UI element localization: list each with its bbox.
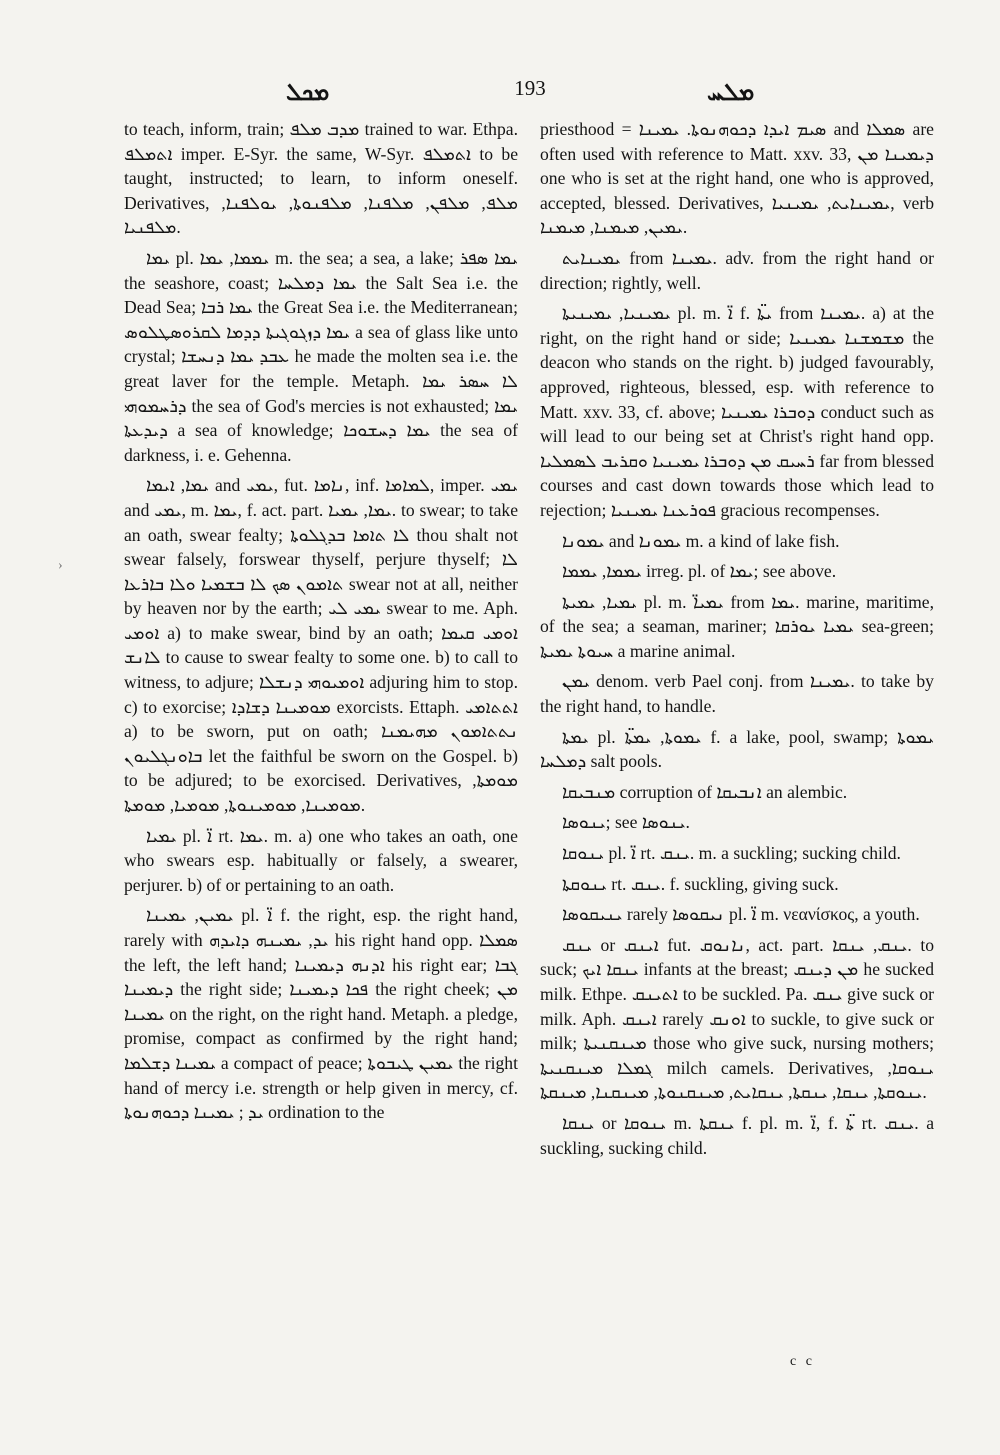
dictionary-entry: ܝܢܘܣܐ; see ܝܢܘܣܐ. (562, 812, 690, 833)
page-number: 193 (514, 76, 546, 100)
page-header (0, 76, 1000, 106)
running-head-right: ܡܠܚ (707, 78, 755, 106)
dictionary-entry: ܝܡܘܢܐ and ܝܡܘܢܐ m. a kind of lake fish. (562, 530, 840, 551)
dictionary-entry: ܝܢܩܐ or ܝܢܘܩܐ m. ܝܢܩܬܐ f. pl. m. ܐ̈, f. ܬܐ̈ rt. ܝܢܩ. a suckling, sucking child. (540, 1112, 934, 1158)
dictionary-entry: ܝܡܐ, ܐܝܡܐ and ܝܡܝ, fut. ܢܐܡܐ, inf. ܠܡܐܡܐ, imper. ܝܡܝ and ܝܡܝ, m. ܝܡܐ, f. act. part. ܝܡܐ, ܝܡܝܐ. to swear; to take an oath, swear fealty; ܠܐ ܬܐܡܐ ܒܕܓܠܘܬܐ thou shalt not swear falsely, forswear thyself, perjure thyself; ܠܐ ܬܐܡܘܢ ܣܟ ܠܐ ܒܫܡܝܐ ܘܠܐ ܒܐܪܥܐ swear not at all, neither by heaven nor by the earth; ܝܡܝ ܠܝ swear to me. Aph. ܐܘܡܝ a) to make swear, bind by an oath; ܐܘܡܝ ܩܝܡܐ ܠܐܢܫ to cause to swear fealty to some one. b) to call to witness, to adjure; ܐܘܡܝܘܗܝ ܕܢܫܠܐ adjuring him to stop. c) to exorcise; ܡܘܡܝܢܐ ܕܫܐܕܐ exorcists. Ettaph. ܐܬܬܐܡܝ a) to be sworn, put on oath; ܢܬܬܐܡܘܢ ܡܗܝܡܢܐ ܒܐܘܢܓܠܝܘܢ let the faithful be sworn on the Gospel. b) to be adjured; to be exorcised. Derivatives, ܡܘܡܬܐ, ܡܘܡܝܢܐ, ܡܘܡܝܢܘܬܐ, ܡܘܡܝܐ, ܡܘܡܬܐ. (124, 475, 519, 816)
dictionary-entry: ܝܡܝܐ, ܝܡܝܬܐ pl. m. ܝܡܝܐ̈ from ܝܡܐ. marine, maritime, of the sea; a seaman, mariner; ܝܡܝܐ ܝܘܪܩܐ sea-green; ܚܝܘܬܐ ܝܡܝܬܐ a marine animal. (540, 591, 934, 661)
dictionary-entry: ܝܡܝܐ pl. ܐ̈ rt. ܝܡܐ. m. a) one who takes an oath, one who swears esp. habitually or falsely, a swearer, perjurer. b) of or pertaining to an oath. (124, 825, 518, 895)
signature-mark: c c (790, 1354, 815, 1369)
dictionary-entry: ܝܢܝܩܘܣܐ rarely ܢܝܩܘܣܐ pl. ܐ̈ m. νεανίσκος, a youth. (562, 904, 920, 925)
dictionary-entry: ܝܡܝܢܝܐ, ܝܡܝܢܝܬܐ pl. m. ܐ̈ f. ܝܬܐ̈ from ܝܡܝܢܐ. a) at the right, on the right hand or side; ܡܫܡܫܢܐ ܝܡܝܢܝܐ the deacon who stands on the right. b) judged favourably, approved, righteous, blessed, esp. with reference to Matt. xxv. 33, cf. above; ܕܘܒܪܐ ܝܡܝܢܝܐ conduct such as will lead to our being set at Christ's right hand opp. ܪܚܝܩ ܡܢ ܕܘܒܪܐ ܝܡܝܢܝܐ ܘܩܪܝܒ ܠܣܡܠܝܐ far from blessed courses and cast down towards those which lead to rejection; ܦܘܪܥܢܐ ܝܡܝܢܝܐ gracious recompenses. (540, 303, 935, 520)
dictionary-entry: ܝܢܘܩܬܐ rt. ܝܢܩ. f. suckling, giving suck. (562, 873, 839, 894)
dictionary-entry: ܝܢܘܩܐ pl. ܐ̈ rt. ܝܢܩ. m. a suckling; sucking child. (562, 843, 901, 864)
dictionary-entry: to teach, inform, train; ܡܕܒ ܡܠܦ trained to war. Ethpa. ܐܬܡܠܦ imper. E-Syr. the same, W-Syr. ܐܬܡܠܦ to be taught, instructed; to learn, to inform oneself. Derivatives, ܡܠܦ, ܡܠܦܢ, ܡܠܦܢܐ, ܡܠܦܢܘܬܐ, ܝܘܠܦܢܐ, ܡܠܦܢܝܐ. (124, 119, 518, 238)
left-column (124, 117, 518, 1125)
dictionary-entry: ܝܡܢ denom. verb Pael conj. from ܝܡܝܢܐ. to take by the right hand, to handle. (540, 671, 934, 717)
dictionary-entry: ܝܢܩ or ܐܝܢܩ fut. ܢܐܢܘܩ, act. part. ܝܢܩ, ܝܢܩܐ. to suck; ܝܢܩܐ ܐܝܟ infants at the breast; ܡܢ ܕܝܢܩ he sucked milk. Ethpe. ܐܬܝܢܩ to be suckled. Pa. ܝܢܩ give suck or milk. Aph. ܐܝܢܩ rarely ܐܘܢܩ to suckle, to give suck or milk; ܡܝܢܩܢܝܬܐ those who give suck, nursing mothers; ܓܡܠܐ ܡܝܢܩܢܝܬܐ milch camels. Derivatives, ܝܢܘܩܐ, ܝܢܘܩܬܐ, ܝܢܩܐ, ܝܢܩܬܐ, ܝܢܩܐܝܬ, ܡܝܢܩܢܘܬܐ, ܡܝܢܩܢܐ, ܡܝܢܩܬܐ. (540, 934, 935, 1103)
margin-mark: › (58, 558, 63, 573)
running-head-left: ܡܟܠ (286, 78, 330, 106)
dictionary-entry: priesthood = ܣܝܡ ܐܝܕܐ ܕܟܘܗܢܘܬܐ. ܝܡܝܢܐ and ܣܡܠܐ are often used with reference to Matt. xxv. 33, ܕܝܡܝܢܐ ܡܢ one who is set at the right hand, one who is approved, accepted, blessed. Derivatives, ܝܡܝܢܐܝܬ, ܝܡܝܢܝܐ, verb ܝܡܝܢ, ܡܝܡܢܐ, ܡܝܡܢܐ. (540, 119, 935, 238)
right-column (540, 117, 934, 1160)
dictionary-entry: ܝܡܐ pl. ܝܡܡܐ, ܝܡܐ m. the sea; a sea, a lake; ܝܡܐ ܣܦܪ the seashore, coast; ܝܡܐ ܕܡܠܚܐ the Salt Sea i.e. the Dead Sea; ܝܡܐ ܪܒܐ the Great Sea i.e. the Mediterranean; ܝܡܐ ܕܙܓܘܓܝܬܐ ܕܕܡܐ ܠܩܪܘܣܛܠܘܣ a sea of glass like unto crystal; ܥܒܕ ܝܡܐ ܕܢܚܫܐ he made the molten sea i.e. the great laver for the temple. Metaph. ܠܐ ܚܣܪ ܝܡܐ ܕܪܚܡܘܗܝ the sea of God's mercies is not exhausted; ܝܡܐ ܕܝܕܥܬܐ a sea of knowledge; ܝܡܐ ܕܚܫܘܟܐ the sea of darkness, i. e. Gehenna. (124, 247, 519, 465)
dictionary-entry: ܝܡܡܐ, ܝܡܡܐ irreg. pl. of ܝܡܐ; see above. (562, 561, 837, 582)
dictionary-entry: ܝܡܝܢܐܝܬ from ܝܡܝܢܐ. adv. from the right hand or direction; rightly, well. (540, 247, 934, 293)
dictionary-entry: ܝܡܝܢ, ܝܡܝܢܐ pl. ܐ̈ f. the right, esp. the right hand, rarely with ܝܕ, ܝܡܝܢܗ ܕܐܝܕܗ his right hand opp. ܣܡܠܐ the left, the left hand; ܐܕܢܗ ܕܝܡܝܢܐ his right ear; ܓܒܐ ܕܝܡܝܢܐ the right side; ܦܟܐ ܕܝܡܝܢܐ the right cheek; ܡܢ ܝܡܝܢܐ on the right, on the right hand. Metaph. a pledge, promise, compact as confirmed by the right hand; ܝܡܝܢܐ ܕܫܠܡܐ a compact of peace; ܝܡܝܢ ܛܝܒܘܬܐ the right hand of mercy i.e. strength or help given in mercy, cf. ܝܕ ; ܝܡܝܢܐ ܕܟܘܗܢܘܬܐ ordination to the (124, 905, 519, 1123)
dictionary-entry: ܡܢܒܝܩܐ corruption of ܐܢܒܝܩܐ an alembic. (562, 781, 848, 802)
dictionary-entry: ܝܡܬܐ pl. ܝܡܘܬܐ, ܝܡܬܐ̈ f. a lake, pool, swamp; ܝܡܘܬܐ ܕܡܠܚܐ salt pools. (540, 726, 934, 772)
